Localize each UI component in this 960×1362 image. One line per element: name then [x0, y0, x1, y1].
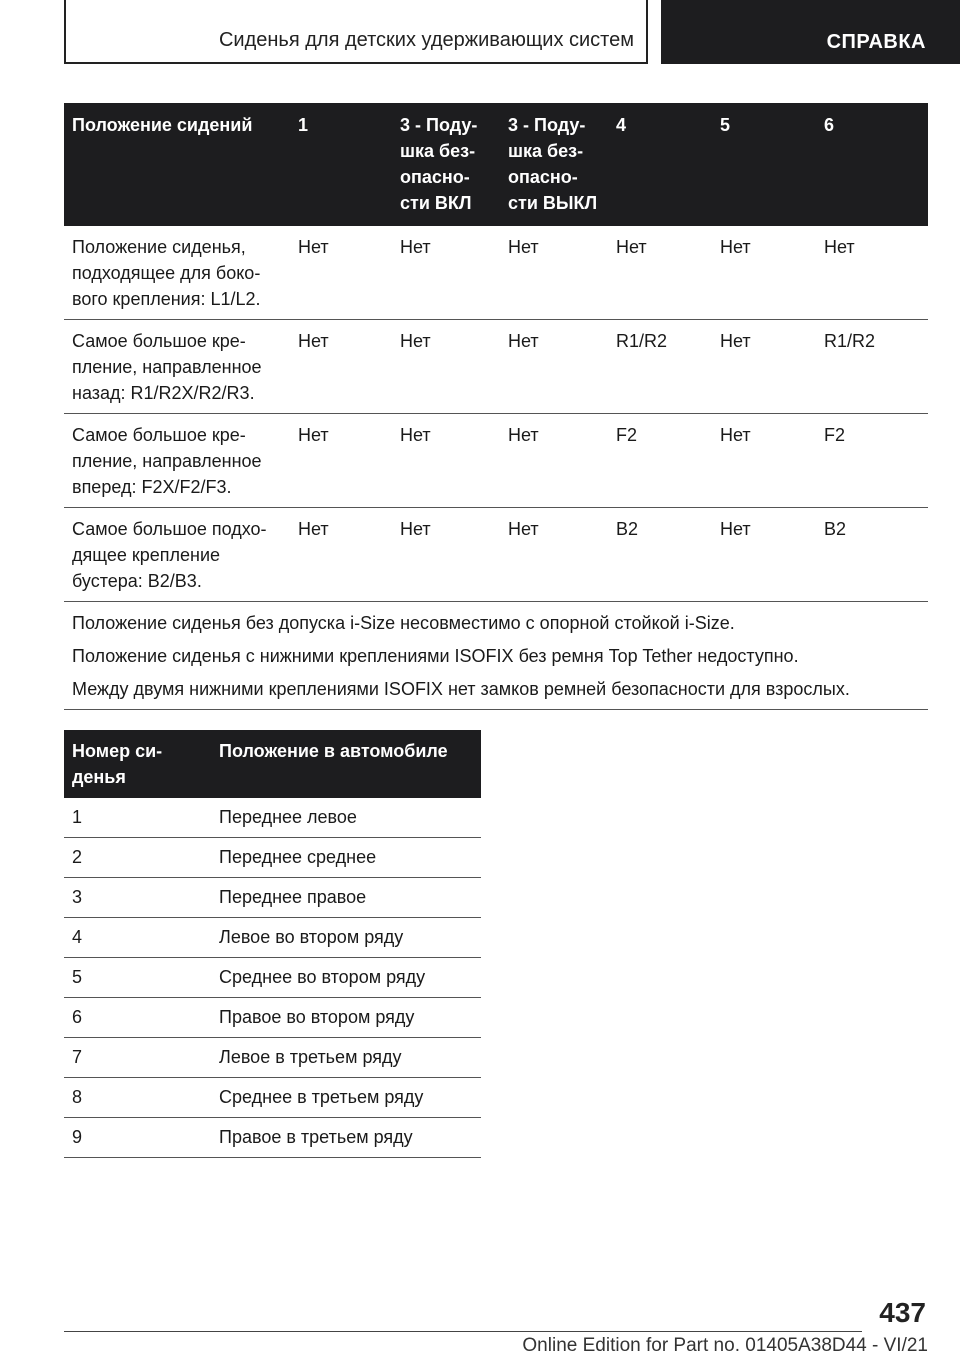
- table-row: [64, 798, 481, 838]
- table-cell: 9: [64, 1118, 211, 1158]
- table-row: [64, 414, 928, 508]
- column-header: 5: [712, 103, 816, 226]
- table-row: [64, 998, 481, 1038]
- table-cell: Нет: [290, 508, 392, 602]
- table-row: [64, 1118, 481, 1158]
- table-note: Между двумя нижними креплениями ISOFIX нет замков ремней безопасности для взрослых.: [72, 679, 850, 699]
- table-cell: Нет: [816, 226, 928, 320]
- table-cell: F2: [608, 414, 712, 508]
- table-cell: Переднее среднее: [211, 838, 481, 878]
- column-header: 3 - Поду-шка без-опасно-сти ВЫКЛ: [500, 103, 608, 226]
- table-note: Положение сиденья с нижними креплениями ISOFIX без ремня Top Tether недоступно.: [72, 646, 799, 666]
- table-cell: R1/R2: [608, 320, 712, 414]
- table-cell: Переднее левое: [211, 798, 481, 838]
- table-cell: B2: [816, 508, 928, 602]
- table-header-row: [64, 103, 928, 226]
- table-row: [64, 226, 928, 320]
- table-cell: Нет: [500, 414, 608, 508]
- section-title: [64, 0, 648, 64]
- table-cell: Правое во втором ряду: [211, 998, 481, 1038]
- table-cell: Нет: [392, 226, 500, 320]
- table-cell: Нет: [500, 226, 608, 320]
- table-cell: Переднее правое: [211, 878, 481, 918]
- table-cell: 1: [64, 798, 211, 838]
- table-cell: Положение сиденья, подходящее для боко-вого крепления: L1/L2.: [64, 226, 290, 320]
- table-cell: Нет: [392, 320, 500, 414]
- table-cell: Нет: [608, 226, 712, 320]
- table-cell: F2: [816, 414, 928, 508]
- column-header: Положение сидений: [64, 103, 290, 226]
- chapter-tab-text: СПРАВКА: [826, 31, 926, 53]
- table-cell: Нет: [712, 508, 816, 602]
- table-cell: Нет: [290, 226, 392, 320]
- table-notes: [64, 602, 928, 710]
- table-row: [64, 918, 481, 958]
- table-row: [64, 1038, 481, 1078]
- table-cell: Нет: [712, 414, 816, 508]
- column-header: 3 - Поду-шка без-опасно-сти ВКЛ: [392, 103, 500, 226]
- table-cell: Нет: [500, 320, 608, 414]
- table-cell: 7: [64, 1038, 211, 1078]
- table-row: [64, 878, 481, 918]
- table-cell: Самое большое кре-пление, направленное вперед: F2X/F2/F3.: [64, 414, 290, 508]
- table-cell: 6: [64, 998, 211, 1038]
- table-cell: Нет: [712, 226, 816, 320]
- table-cell: Самое большое подхо-дящее крепление бустера: B2/B3.: [64, 508, 290, 602]
- table-row: [64, 1078, 481, 1118]
- table-cell: Нет: [500, 508, 608, 602]
- table-row: [64, 958, 481, 998]
- table-cell: Нет: [392, 414, 500, 508]
- seat-number-table: [64, 730, 481, 1158]
- table-cell: Правое в третьем ряду: [211, 1118, 481, 1158]
- table-cell: 4: [64, 918, 211, 958]
- page-number: 437: [879, 1297, 926, 1328]
- column-header: Номер си-денья: [64, 730, 211, 798]
- table-cell: Левое в третьем ряду: [211, 1038, 481, 1078]
- seat-compatibility-table: [64, 103, 928, 710]
- table-row: [64, 508, 928, 602]
- column-header: Положение в автомобиле: [211, 730, 481, 798]
- table-cell: R1/R2: [816, 320, 928, 414]
- table-cell: Нет: [712, 320, 816, 414]
- column-header: 1: [290, 103, 392, 226]
- table-cell: Нет: [392, 508, 500, 602]
- table-cell: 5: [64, 958, 211, 998]
- table-note: Положение сиденья без допуска i-Size несовместимо с опорной стойкой i-Size.: [72, 613, 735, 633]
- table-cell: B2: [608, 508, 712, 602]
- column-header: 6: [816, 103, 928, 226]
- table-row: [64, 320, 928, 414]
- table-notes-row: [64, 602, 928, 710]
- table-cell: Нет: [290, 320, 392, 414]
- table-row: [64, 838, 481, 878]
- table-cell: Среднее во втором ряду: [211, 958, 481, 998]
- section-title-text: Сиденья для детских удерживающих систем: [218, 29, 634, 51]
- column-header: 4: [608, 103, 712, 226]
- table-cell: 2: [64, 838, 211, 878]
- table-cell: 3: [64, 878, 211, 918]
- table-cell: 8: [64, 1078, 211, 1118]
- table-header-row: [64, 730, 481, 798]
- table-cell: Самое большое кре-пление, направленное назад: R1/R2X/R2/R3.: [64, 320, 290, 414]
- footer-divider: [64, 1331, 862, 1332]
- table-cell: Среднее в третьем ряду: [211, 1078, 481, 1118]
- chapter-tab: [661, 0, 960, 64]
- table-cell: Левое во втором ряду: [211, 918, 481, 958]
- table-cell: Нет: [290, 414, 392, 508]
- edition-text: Online Edition for Part no. 01405A38D44 - VI/21: [522, 1335, 928, 1356]
